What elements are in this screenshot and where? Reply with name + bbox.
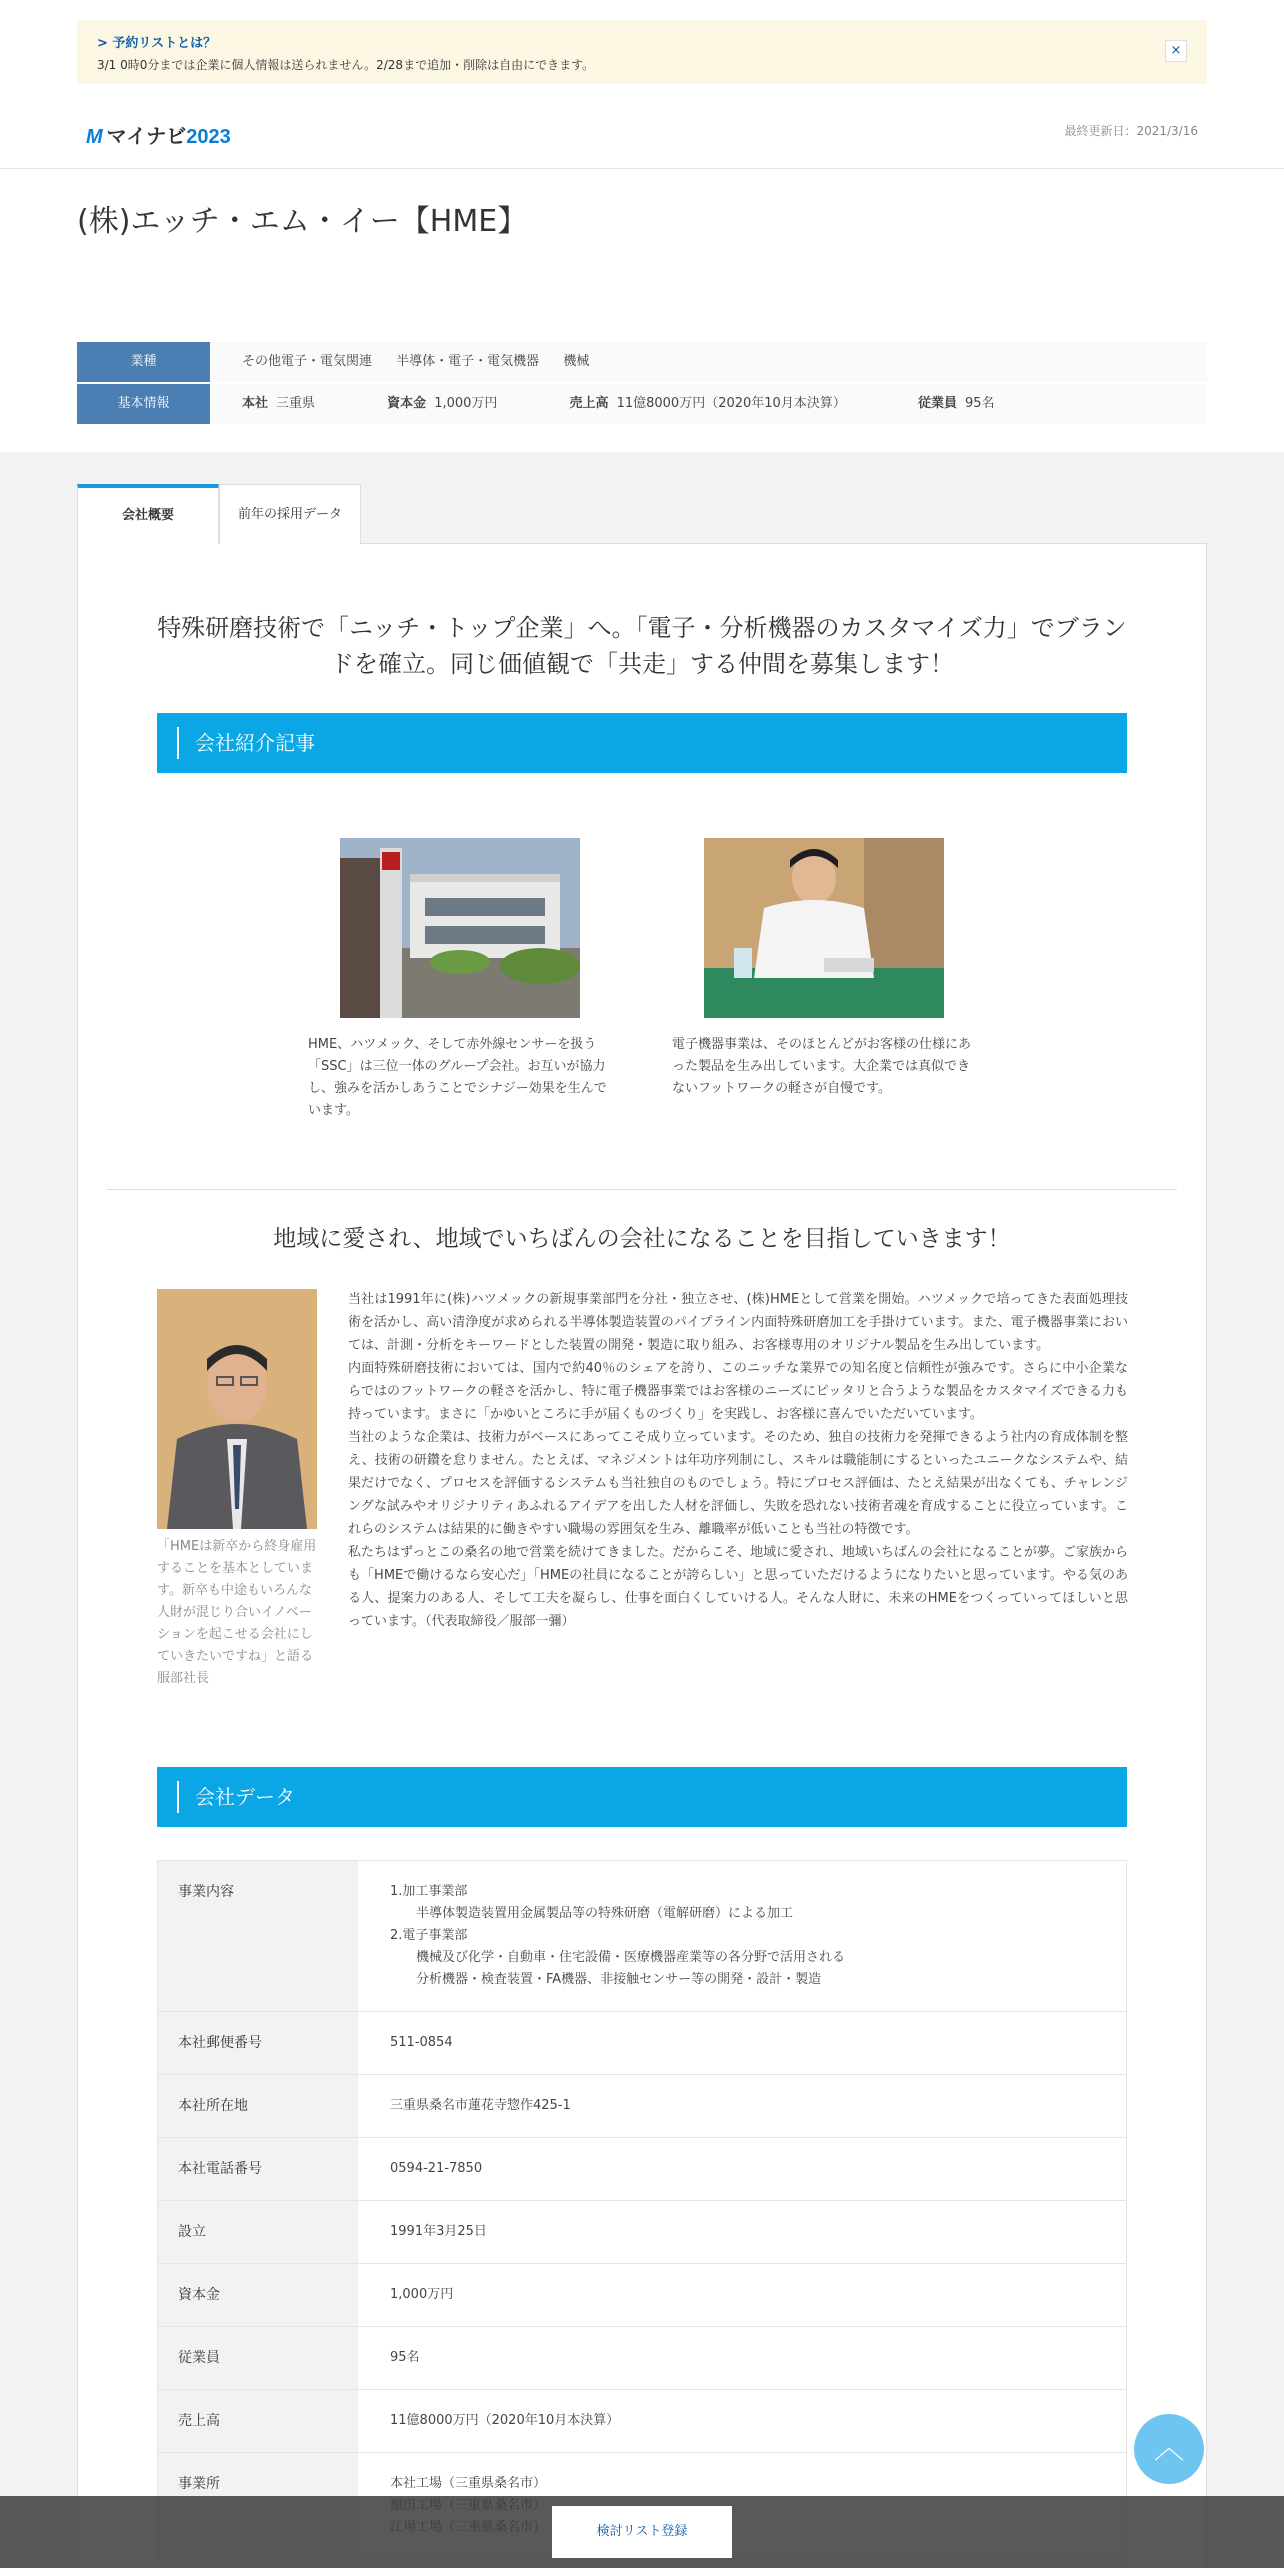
main-headline: 特殊研磨技術で「ニッチ・トップ企業」へ。「電子・分析機器のカスタマイズ力」でブランドを確立。同じ価値観で「共走」する仲間を募集します！: [157, 614, 1127, 678]
register-list-button[interactable]: 検討リスト登録: [552, 2506, 732, 2558]
president-photo: [157, 1289, 317, 1529]
notice-title[interactable]: > 予約リストとは？: [97, 36, 217, 51]
company-info: [77, 342, 1207, 426]
company-data-table: [157, 1860, 1127, 2561]
last-updated: 最終更新日：2021/3/16: [1064, 124, 1198, 138]
row-label: 事業内容: [158, 1861, 358, 2011]
basic-info-label: 基本情報: [77, 384, 210, 424]
employees-label: 従業員: [917, 396, 957, 411]
close-icon[interactable]: ×: [1165, 40, 1187, 62]
table-row: [158, 2390, 1126, 2453]
section-divider: [107, 1189, 1177, 1190]
logo-text: マイナビ: [106, 126, 187, 148]
table-row: [158, 2264, 1126, 2327]
row-label: 本社郵便番号: [158, 2012, 358, 2074]
row-value: 511-0854: [390, 2035, 453, 2050]
president-caption: 「HMEは新卒から終身雇用することを基本としています。新卒も中途もいろんな人財が混じり合いイノベーションを起こせる会社にしていきたいですね」と語る服部社長: [157, 1539, 317, 1686]
table-row: [158, 2138, 1126, 2201]
row-label: 本社電話番号: [158, 2138, 358, 2200]
employees-value: 95名: [964, 396, 995, 411]
article-card-1[interactable]: [308, 838, 608, 1122]
hq-value: 三重県: [276, 396, 316, 411]
article-2-text: 電子機器事業は、そのほとんどがお客様の仕様にあった製品を生み出しています。大企業では真似できないフットワークの軽さが自慢です。: [672, 1037, 972, 1096]
table-row: [158, 2327, 1126, 2390]
article-card-2[interactable]: [672, 838, 972, 1100]
tab-bar: [77, 484, 361, 544]
industry-item[interactable]: その他電子・電気関連: [242, 354, 373, 369]
message-paragraph: 当社のような企業は、技術力がベースにあってこそ成り立っています。そのため、独自の技術力を発揮できるよう社内の育成体制を整え、技術の研鑽を怠りません。たとえば、マネジメントは年功序列制にし、スキルは職能制にするといったユニークなシステムや、結果だけでなく、プロセスを評価するシステムも当社独自のものでしょう。特にプロセス評価は、たとえ結果が出なくても、チャレンジングな試みやオリジナリティあふれるアイデアを出した人材を評価し、失敗を恐れない技術者魂を育成することに役立っています。これらのシステムは結果的に働きやすい職場の雰囲気を生み、離職率が低いことも当社の特徴です。: [348, 1430, 1128, 1537]
table-row: [158, 2201, 1126, 2264]
row-value: 1,000万円: [390, 2287, 454, 2302]
section-articles-title: 会社紹介記事: [157, 713, 1127, 773]
section-company-data-title: 会社データ: [157, 1767, 1127, 1827]
industry-values: [210, 342, 1207, 382]
row-label: 本社所在地: [158, 2075, 358, 2137]
table-row: [158, 1861, 1126, 2012]
back-to-top-icon[interactable]: ︿: [1134, 2414, 1204, 2484]
capital-value: 1,000万円: [434, 396, 498, 411]
basic-info-row: [77, 384, 1207, 424]
row-label: 事業所: [158, 2453, 358, 2559]
row-value: 1991年3月25日: [390, 2224, 487, 2239]
row-value: 1.加工事業部 半導体製造装置用金属製品等の特殊研磨（電解研磨）による加工 2.電子事業部 機械及び化学・自動車・住宅設備・医療機器産業等の各分野で活用される 分析機器・検査装置・FA機器、非接触センサー等の開発・設計・製造: [390, 1884, 846, 1987]
message-paragraph: 内面特殊研磨技術においては、国内で約40％のシェアを誇り、このニッチな業界での知名度と信頼性が強みです。さらに中小企業ならではのフットワークの軽さを活かし、特に電子機器事業ではお客様のニーズにピッタリと合うような製品をカスタマイズできる力も持っています。まさに「かゆいところに手が届くものづくり」を実践し、お客様に喜んでいただいています。: [348, 1361, 1128, 1422]
tab-company-overview[interactable]: 会社概要: [77, 484, 219, 544]
company-name: (株)エッチ・エム・イー【HME】: [77, 204, 528, 239]
row-value: 0594-21-7850: [390, 2161, 483, 2176]
basic-info-values: [210, 384, 1207, 424]
logo-year: 2023: [186, 126, 231, 148]
row-label: 従業員: [158, 2327, 358, 2389]
industry-item[interactable]: 半導体・電子・電気機器: [396, 354, 540, 369]
article-1-text: HME、ハツメック、そして赤外線センサーを扱う「SSC」は三位一体のグループ会社。お互いが協力し、強みを活かしあうことでシナジー効果を生んでいます。: [308, 1037, 607, 1118]
engineer-photo[interactable]: [704, 838, 944, 1018]
row-value: 本社工場（三重県桑名市）: [390, 2476, 547, 2491]
message-paragraph: 私たちはずっとこの桑名の地で営業を続けてきました。だからこそ、地域に愛され、地域いちばんの会社になることが夢。ご家族からも「HMEで働けるなら安心だ」「HMEの社員になることが誇らしい」と思っていただけるようになりたいと思っています。やる気のある人、提案力のある人、そして工夫を凝らし、仕事を面白くしていける人。そんな人財に、未来のHMEをつくっていってほしいと思っています。（代表取締役／服部一彌）: [348, 1545, 1128, 1629]
logo-mark: M: [86, 126, 103, 148]
row-value: 95名: [390, 2350, 420, 2365]
row-label: 売上高: [158, 2390, 358, 2452]
mynavi-logo[interactable]: [86, 120, 231, 149]
row-value: 三重県桑名市蓮花寺惣作425-1: [390, 2098, 571, 2113]
industry-label: 業種: [77, 342, 210, 382]
table-row: [158, 2075, 1126, 2138]
header-divider: [0, 168, 1284, 169]
table-row: [158, 2012, 1126, 2075]
reservation-notice: [77, 20, 1207, 84]
capital-label: 資本金: [387, 396, 427, 411]
vision-headline: 地域に愛され、地域でいちばんの会社になることを目指していきます！: [273, 1226, 1011, 1252]
row-label: 設立: [158, 2201, 358, 2263]
company-message: [348, 1288, 1128, 1633]
building-photo[interactable]: [340, 838, 580, 1018]
industry-row: [77, 342, 1207, 382]
sales-value: 11億8000万円（2020年10月本決算）: [616, 396, 846, 411]
industry-item[interactable]: 機械: [563, 354, 590, 369]
row-value: 11億8000万円（2020年10月本決算）: [390, 2413, 620, 2428]
message-paragraph: 当社は1991年に(株)ハツメックの新規事業部門を分社・独立させ、(株)HMEとして営業を開始。ハツメックで培ってきた表面処理技術を活かし、高い清浄度が求められる半導体製造装置のパイプライン内面特殊研磨加工を手掛けています。また、電子機器事業においては、計測・分析をキーワードとした装置の開発・製造に取り組み、お客様専用のオリジナル製品を生み出しています。: [348, 1292, 1128, 1353]
row-label: 資本金: [158, 2264, 358, 2326]
notice-text: 3/1 0時0分までは企業に個人情報は送られません。2/28まで追加・削除は自由にできます。: [97, 58, 595, 72]
hq-label: 本社: [242, 396, 269, 411]
sales-label: 売上高: [569, 396, 609, 411]
tab-recruit-data[interactable]: 前年の採用データ: [219, 484, 361, 544]
